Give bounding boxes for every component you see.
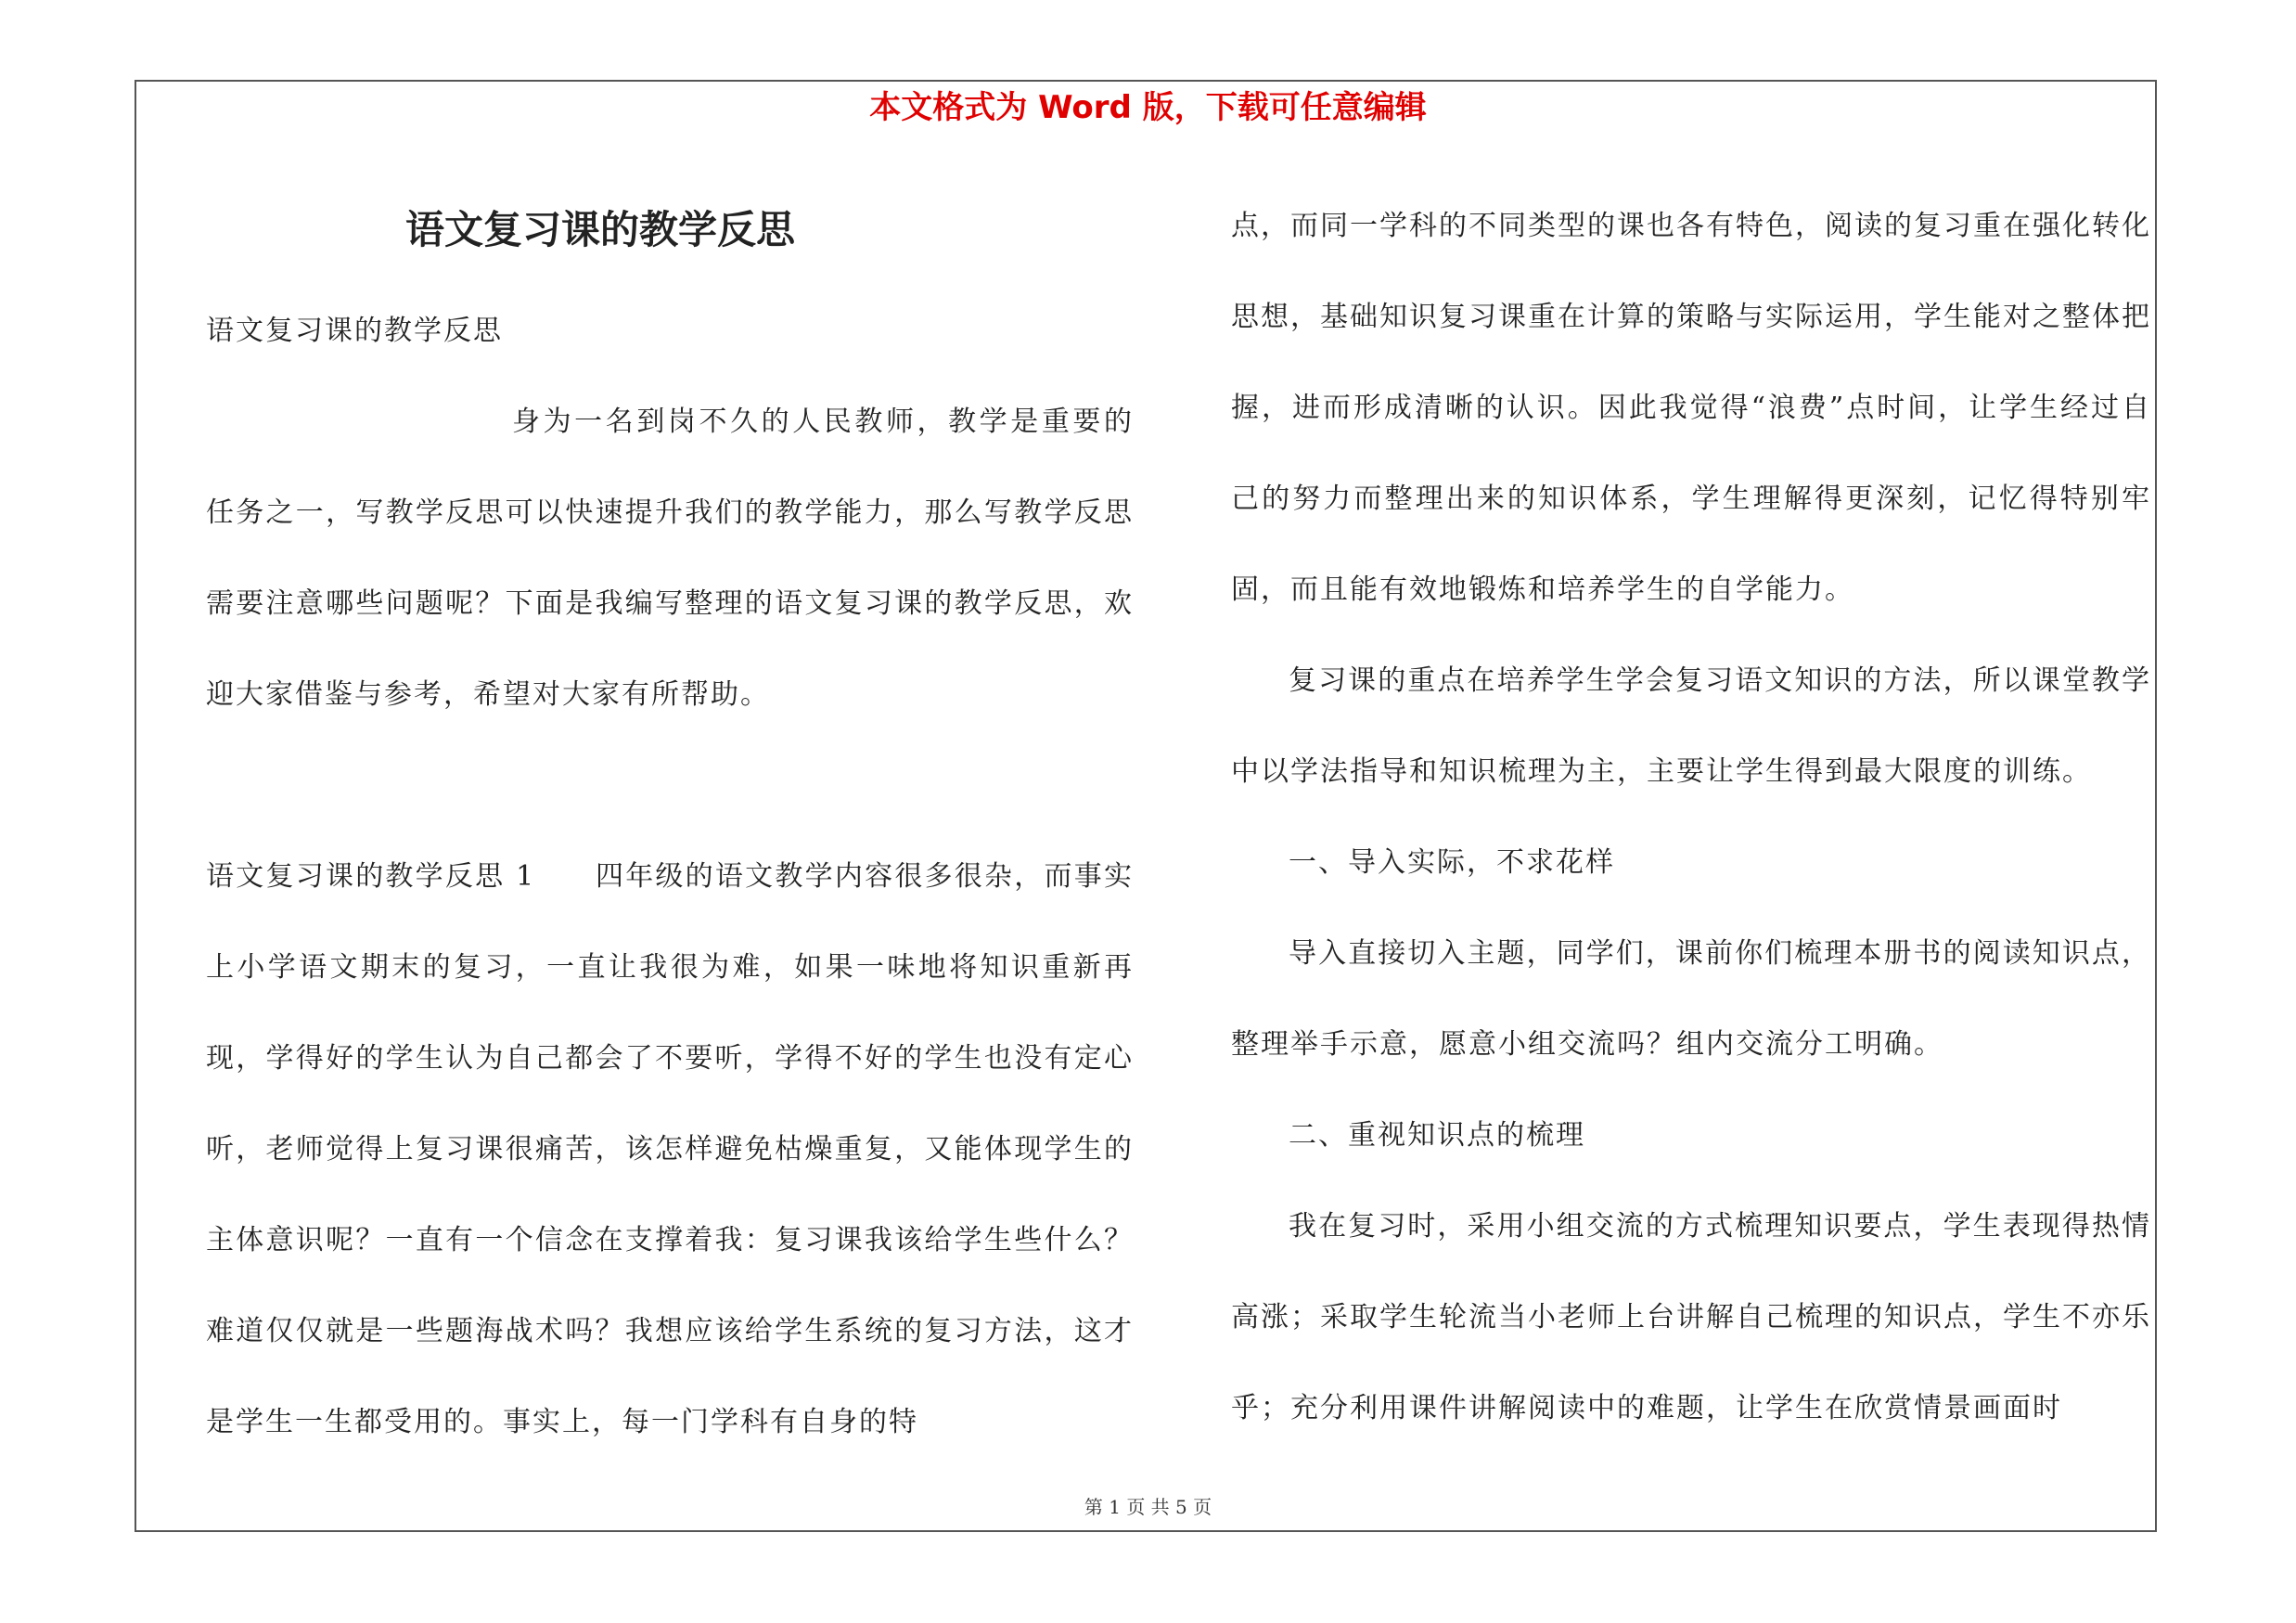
intro-paragraph: 身为一名到岗不久的人民教师，教学是重要的任务之一，写教学反思可以快速提升我们的教学能力，那么写教学反思需要注意哪些问题呢？下面是我编写整理的语文复习课的教学反思，欢迎大家借鉴与参考，希望对大家有所帮助。 <box>206 406 1134 711</box>
continued-paragraph: 点，而同一学科的不同类型的课也各有特色，阅读的复习重在强化转化思想，基础知识复习课重在计算的策略与实际运用，学生能对之整体把握，进而形成清晰的认识。因此我觉得“浪费”点时间，让学生经过自己的努力而整理出来的知识体系，学生理解得更深刻，记忆得特别牢固，而且能有效地锻炼和培养学生的自学能力。 <box>1231 210 2151 606</box>
document-title: 语文复习课的教学反思 <box>404 207 795 252</box>
section-1-paragraph: 语文复习课的教学反思 1 四年级的语文教学内容很多很杂，而事实上小学语文期末的复习，一直让我很为难，如果一味地将知识重新再现，学得好的学生认为自己都会了不要听，学得不好的学生也没有定心听，老师觉得上复习课很痛苦，该怎样避免枯燥重复，又能体现学生的主体意识呢？一直有一个信念在支撑着我：复习课我该给学生些什么？难道仅仅就是一些题海战术吗？我想应该给学生系统的复习方法，这才是学生一生都受用的。事实上，每一门学科有自身的特 <box>206 860 1134 1438</box>
left-column <box>206 186 1134 1468</box>
heading-2: 二、重视知识点的梳理 <box>1289 1119 1585 1152</box>
heading-1: 一、导入实际，不求花样 <box>1289 846 1615 879</box>
review-focus-paragraph: 复习课的重点在培养学生学会复习语文知识的方法，所以课堂教学中以学法指导和知识梳理为主，主要让学生得到最大限度的训练。 <box>1231 664 2151 788</box>
intro-method-paragraph: 导入直接切入主题，同学们，课前你们梳理本册书的阅读知识点，整理举手示意，愿意小组交流吗？组内交流分工明确。 <box>1231 937 2151 1061</box>
right-column <box>1231 181 2151 1454</box>
word-format-banner: 本文格式为 Word 版，下载可任意编辑 <box>869 89 1427 126</box>
subtitle: 语文复习课的教学反思 <box>206 315 503 347</box>
paragraph-gap <box>206 741 1134 831</box>
page-number-footer: 第 1 页 共 5 页 <box>1084 1496 1212 1518</box>
knowledge-review-paragraph: 我在复习时，采用小组交流的方式梳理知识要点，学生表现得热情高涨；采取学生轮流当小老师上台讲解自己梳理的知识点，学生不亦乐乎；充分利用课件讲解阅读中的难题，让学生在欣赏情景画面时 <box>1231 1210 2151 1424</box>
